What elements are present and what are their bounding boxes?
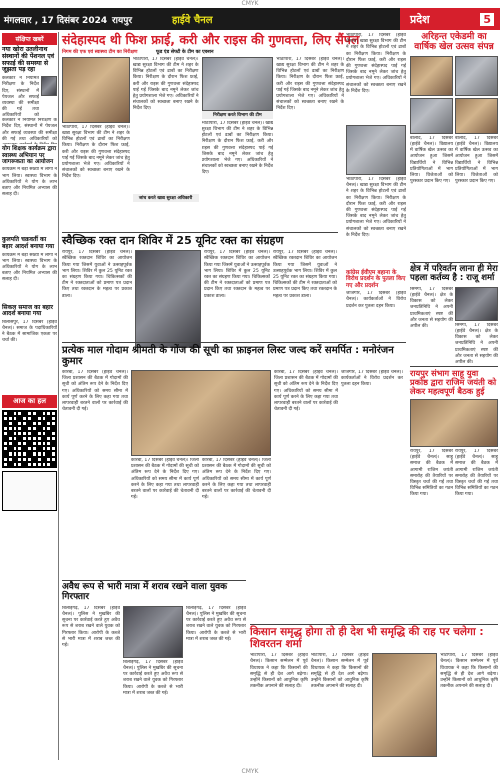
congress-column (346, 33, 406, 267)
liquor-text-col3: बिलाईगढ़, 17 दिसंबर (हाईवे चैनल)। पुलिस ने मुखबिर की सूचना पर कार्रवाई करते हुए अवैध रूप से शराब रखने वाले युवक को गिरफ्तार किया। आरोपी के कब्जे से भारी मात्रा में शराब जब्त की गई। (186, 605, 246, 642)
academy-title: अरिहन्त एकेडमी का वार्षिक खेल उत्सव संपन्न (414, 32, 494, 52)
academy-text-col2: बालोद, 17 दिसंबर (हाईवे चैनल)। विद्यालय में वार्षिक खेल उत्सव का आयोजन हुआ जिसमें विद्यार्थियों ने विभिन्न प्रतियोगिताओं में भाग लिया। विजेताओं को पुरस्कार प्रदान किए गए। (455, 135, 498, 185)
godown-text-col5: जांजगीर, 17 दिसंबर (हाईवे चैनल)। कार्यकर्ताओं ने विरोध प्रदर्शन कर पुतला दहन किया। (341, 370, 403, 388)
lead-text-col3: भाठापारा, 17 दिसंबर (हाईवे चैनल)। खाद्य सुरक्षा विभाग की टीम ने शहर के विभिन्न होटलों एवं ढाबों का निरीक्षण किया। निरीक्षण के दौरान फिश फ्राई, करी और राइस की गुणवत्ता संदेहास्पद पाई गई जिसके बाद नमूने लेकर जांच हेतु प्रयोगशाला भेजे गए। अधिकारियों ने संचालकों को स्वच्छता बनाए रखने के निर्देश दिए। (201, 120, 274, 176)
godown-text-col2: कोरबा, 17 दिसंबर (हाईवे चैनल)। जिला प्रशासन की बैठक में गोदामों की सूची को अंतिम रूप देने के निर्देश दिए गए। अधिकारियों को समय सीमा में कार्य पूर्ण करने के लिए कहा गया तथा लापरवाही बरतने वालों पर कार्रवाई की चेतावनी दी गई। (131, 458, 199, 501)
page-number: 5 (480, 13, 494, 26)
godown-title: प्रत्येक माल गोदाम श्रीमती के गोंज की सूची का फ़ाइनल लिस्ट जल्द करें समर्पित : मनोरंजन कुमार (62, 342, 406, 367)
area-text-col2: सिमगा, 17 दिसंबर (हाईवे चैनल)। क्षेत्र के विकास को लेकर जनप्रतिनिधि ने अपनी प्राथमिकताएं स्पष्ट कीं और जनता से सहयोग की अपील की। (455, 322, 498, 365)
congress-title: कांग्रेस ईवीएम बहाना के विरोध प्रदर्शन के पुतला किए गए और प्रदर्शन (346, 270, 406, 289)
brief-story-3-text: कार्यक्रम में बड़ी संख्या में लोगों ने भाग लिया। स्वास्थ्य विभाग के अधिकारियों ने योग के लाभ बताए और नियमित अभ्यास की सलाह दी। (2, 252, 57, 283)
academy-photo-3 (410, 98, 453, 134)
cmyk-mark-top: CMYK (241, 0, 259, 7)
lead-caption: निरीक्षण करते विभाग की टीम (202, 111, 274, 119)
godown-photo (131, 370, 271, 456)
liquor-story (62, 580, 246, 758)
farmer-title: किसान समृद्ध होगा तो ही देश भी समृद्धि की राह पर चलेगा : शिवरतन शर्मा (250, 624, 498, 650)
brief-story-1-text: कलेक्टर ने नियमित निरीक्षण के निर्देश दिए, संस्थानों में पेयजल और सफाई व्यवस्था की समीक्षा की गई तथा अधिकारियों को (2, 76, 39, 119)
godown-story (62, 342, 406, 558)
edition-city: रायपुर (112, 15, 133, 26)
lead-story (62, 32, 360, 247)
issue-date: मंगलवार , 17 दिसंबर 2024 (4, 15, 108, 26)
sahu-photo (410, 399, 498, 447)
liquor-photo (123, 606, 183, 658)
column-divider (58, 32, 59, 760)
left-column (2, 33, 57, 511)
congress-column-mid-text: भाठापारा, 17 दिसंबर (हाईवे चैनल)। खाद्य सुरक्षा विभाग की टीम ने शहर के विभिन्न होटलों एवं ढाबों का निरीक्षण किया। निरीक्षण के दौरान फिश फ्राई, करी और राइस की गुणवत्ता संदेहास्पद पाई गई जिसके बाद नमूने लेकर जांच हेतु प्रयोगशाला भेजे गए। अधिकारियों ने संचालकों को स्वच्छता बनाए रखने के निर्देश दिए। (346, 177, 406, 238)
page-header-bar (0, 8, 500, 30)
blood-text-col1: रायपुर, 17 दिसंबर (हाईवे चैनल)। स्वैच्छिक रक्तदान शिविर का आयोजन किया गया जिसमें युवाओं ने उत्साहपूर्वक भाग लिया। शिविर में कुल 25 यूनिट रक्त का संग्रहण किया गया। चिकित्सकों की टीम ने रक्तदाताओं को प्रमाण पत्र प्रदान किए तथा रक्तदान के महत्व पर प्रकाश डाला। (62, 250, 132, 299)
blood-donation-story (62, 232, 338, 348)
lead-caption-2: जांच करते खाद्य सुरक्षा अधिकारी (133, 194, 199, 202)
brief-story-2-text: कार्यक्रम में बड़ी संख्या में लोगों ने भाग लिया। स्वास्थ्य विभाग के अधिकारियों ने योग के लाभ बताए और नियमित अभ्यास की सलाह दी। (2, 167, 57, 198)
lead-text-col4: भाठापारा, 17 दिसंबर (हाईवे चैनल)। खाद्य सुरक्षा विभाग की टीम ने शहर के विभिन्न होटलों एवं ढाबों का निरीक्षण किया। निरीक्षण के दौरान फिश फ्राई, करी और राइस की गुणवत्ता संदेहास्पद पाई गई जिसके बाद नमूने लेकर जांच हेतु प्रयोगशाला भेजे गए। अधिकारियों ने संचालकों को स्वच्छता बनाए रखने के निर्देश दिए। (276, 56, 344, 112)
area-story (410, 262, 498, 377)
lead-text-col2: भाठापारा, 17 दिसंबर (हाईवे चैनल)। खाद्य सुरक्षा विभाग की टीम ने शहर के विभिन्न होटलों एवं ढाबों का निरीक्षण किया। निरीक्षण के दौरान फिश फ्राई, करी और राइस की गुणवत्ता संदेहास्पद पाई गई जिसके बाद नमूने लेकर जांच हेतु प्रयोगशाला भेजे गए। अधिकारियों ने संचालकों को स्वच्छता बनाए रखने के निर्देश दिए। (132, 56, 199, 112)
blood-text-col3: रायपुर, 17 दिसंबर (हाईवे चैनल)। स्वैच्छिक रक्तदान शिविर का आयोजन किया गया जिसमें युवाओं ने उत्साहपूर्वक भाग लिया। शिविर में कुल 25 यूनिट रक्त का संग्रहण किया गया। चिकित्सकों की टीम ने रक्तदाताओं को प्रमाण पत्र प्रदान किए तथा रक्तदान के महत्व पर प्रकाश डाला। (273, 250, 337, 299)
academy-text-col1: बालोद, 17 दिसंबर (हाईवे चैनल)। विद्यालय में वार्षिक खेल उत्सव का आयोजन हुआ जिसमें विद्यार्थियों ने विभिन्न प्रतियोगिताओं में भाग लिया। विजेताओं को पुरस्कार प्रदान किए गए। (410, 135, 453, 185)
section-name: प्रदेश (410, 12, 430, 26)
farmer-text-col3: भाटापारा, 17 दिसंबर (हाईवे चैनल)। किसान सम्मेलन में पूर्व विधायक ने कहा कि किसानों की समृद्धि से ही देश आगे बढ़ेगा। उन्होंने किसानों को आधुनिक कृषि तकनीक अपनाने की सलाह दी। (440, 653, 498, 690)
liquor-text-col1: बिलाईगढ़, 17 दिसंबर (हाईवे चैनल)। पुलिस ने मुखबिर की सूचना पर कार्रवाई करते हुए अवैध रूप से शराब रखने वाले युवक को गिरफ्तार किया। आरोपी के कब्जे से भारी मात्रा में शराब जब्त की गई। (62, 605, 120, 648)
sudoku-box (2, 471, 57, 511)
area-title: क्षेत्र में परिवर्तन लाना ही मेरा पहला कर्तव्य है : राजू शर्मा (410, 264, 498, 284)
brief-story-4-text: बिलासपुर, 17 दिसंबर (हाईवे चैनल)। समाज के पदाधिकारियों ने बैठक में सामाजिक एकता पर चर्चा की। (2, 319, 57, 344)
lead-photo-left (62, 57, 130, 123)
section-flag (400, 8, 500, 30)
godown-text-col3: कोरबा, 17 दिसंबर (हाईवे चैनल)। जिला प्रशासन की बैठक में गोदामों की सूची को अंतिम रूप देने के निर्देश दिए गए। अधिकारियों को समय सीमा में कार्य पूर्ण करने के लिए कहा गया तथा लापरवाही बरतने वालों पर कार्रवाई की चेतावनी दी गई। (202, 458, 271, 501)
congress-photo-top (346, 125, 406, 175)
sahu-text-col2: रायपुर, 17 दिसंबर (हाईवे चैनल)। साहू समाज की बैठक में आगामी राजिम जयंती समारोह की तैयारियों पर विस्तृत चर्चा की गई तथा विभिन्न समितियों का गठन किया गया। (455, 449, 498, 498)
farmer-text-col2: भाटापारा, 17 दिसंबर (हाईवे चैनल)। किसान सम्मेलन में पूर्व विधायक ने कहा कि किसानों की समृद्धि से ही देश आगे बढ़ेगा। उन्होंने किसानों को आधुनिक कृषि तकनीक अपनाने की सलाह दी। (310, 653, 369, 690)
academy-story (410, 33, 498, 241)
farmer-story (250, 624, 498, 757)
farmer-photo (372, 653, 438, 757)
cmyk-mark-bottom: CMYK (241, 768, 259, 775)
blood-title: स्वैच्छिक रक्त दान शिविर में 25 यूनिट रक्त का संग्रहण (62, 232, 338, 247)
academy-photo-2 (455, 56, 498, 96)
brief-story-3-title: कुलपति चक्रवर्ती का बहार आदर्श बनाया गया (2, 236, 55, 250)
farmer-text-col1: भाटापारा, 17 दिसंबर (हाईवे चैनल)। किसान सम्मेलन में पूर्व विधायक ने कहा कि किसानों की समृद्धि से ही देश आगे बढ़ेगा। उन्होंने किसानों को आधुनिक कृषि तकनीक अपनाने की सलाह दी। (250, 653, 308, 690)
brief-story-1-text-more: कलेक्टर ने नियमित निरीक्षण के निर्देश दिए, संस्थानों में पेयजल और सफाई व्यवस्था की समीक्षा की गई तथा अधिकारियों को (2, 118, 57, 142)
brief-news-tag: संक्षिप्त खबरें (2, 33, 57, 45)
sahu-text-col1: रायपुर, 17 दिसंबर (हाईवे चैनल)। साहू समाज की बैठक में आगामी राजिम जयंती समारोह की तैयारियों पर विस्तृत चर्चा की गई तथा विभिन्न समितियों का गठन किया गया। (410, 449, 453, 498)
godown-text-col1: कोरबा, 17 दिसंबर (हाईवे चैनल)। जिला प्रशासन की बैठक में गोदामों की सूची को अंतिम रूप देने के निर्देश दिए गए। अधिकारियों को समय सीमा में कार्य पूर्ण करने के लिए कहा गया तथा लापरवाही बरतने वालों पर कार्रवाई की चेतावनी दी गई। (62, 370, 128, 413)
sahu-title: रायपुर संभाग साहू युवा प्रकोष्ठ द्वारा राजिम जयंती को लेकर महत्वपूर्ण बैठक हुई (410, 368, 497, 397)
newspaper-brand: हाईवे चैनल (172, 15, 213, 26)
lead-title: संदेहास्पद थी फिश फ्राई, करी और राइस की गुणवत्ता, लिए सैंपल (62, 32, 360, 47)
puzzle-title: आज का हल (2, 395, 57, 408)
crossword-grid (2, 410, 57, 468)
brief-story-2-title: योग शिक्षक कार्यक्रम द्वारा स्वास्थ्य अभियान पर जागरूकता का आयोजन (2, 146, 57, 165)
liquor-title: अवैध रूप से भारी मात्रा में शराब रखने वाला युवक गिरफ्तार (62, 580, 246, 603)
liquor-text-col2: बिलाईगढ़, 17 दिसंबर (हाईवे चैनल)। पुलिस ने मुखबिर की सूचना पर कार्रवाई करते हुए अवैध रूप से शराब रखने वाले युवक को गिरफ्तार किया। आरोपी के कब्जे से भारी मात्रा में शराब जब्त की गई। (123, 659, 183, 696)
congress-column-top-text: भाठापारा, 17 दिसंबर (हाईवे चैनल)। खाद्य सुरक्षा विभाग की टीम ने शहर के विभिन्न होटलों एवं ढाबों का निरीक्षण किया। निरीक्षण के दौरान फिश फ्राई, करी और राइस की गुणवत्ता संदेहास्पद पाई गई जिसके बाद नमूने लेकर जांच हेतु प्रयोगशाला भेजे गए। अधिकारियों ने संचालकों को स्वच्छता बनाए रखने के निर्देश दिए। (346, 33, 406, 94)
area-photo (455, 287, 498, 321)
brief-story-4-title: सिकल समाज का बहार आदर्श बनाया गया (2, 303, 53, 318)
congress-text: जांजगीर, 17 दिसंबर (हाईवे चैनल)। कार्यकर्ताओं ने विरोध प्रदर्शन कर पुतला दहन किया। (346, 291, 406, 309)
sahu-story (410, 366, 498, 611)
lead-subtitle: निगम की एफ एवं स्वास्थ्य टीम का निरीक्षण (62, 49, 138, 55)
godown-text-col4: कोरबा, 17 दिसंबर (हाईवे चैनल)। जिला प्रशासन की बैठक में गोदामों की सूची को अंतिम रूप देने के निर्देश दिए गए। अधिकारियों को समय सीमा में कार्य पूर्ण करने के लिए कहा गया तथा लापरवाही बरतने वालों पर कार्रवाई की चेतावनी दी गई। (274, 370, 338, 413)
area-text-col1: सिमगा, 17 दिसंबर (हाईवे चैनल)। क्षेत्र के विकास को लेकर जनप्रतिनिधि ने अपनी प्राथमिकताएं स्पष्ट कीं और जनता से सहयोग की अपील की। (410, 286, 453, 329)
blood-photo (135, 250, 201, 348)
lead-byline: फूड एंड सेफ्टी के टीम का एक्शन (156, 49, 214, 55)
lead-photo-center (202, 57, 274, 111)
blood-text-col2: रायपुर, 17 दिसंबर (हाईवे चैनल)। स्वैच्छिक रक्तदान शिविर का आयोजन किया गया जिसमें युवाओं ने उत्साहपूर्वक भाग लिया। शिविर में कुल 25 यूनिट रक्त का संग्रहण किया गया। चिकित्सकों की टीम ने रक्तदाताओं को प्रमाण पत्र प्रदान किए तथा रक्तदान के महत्व पर प्रकाश डाला। (204, 250, 270, 299)
academy-photo-4 (455, 98, 498, 134)
brief-story-1-title: नया खोरा उतलीनाथ संस्थानों की पेंशनल एवं सफाई की समस्या से जूझता पड़ रहा (2, 46, 55, 74)
academy-photo-1 (410, 56, 453, 96)
person-photo (41, 76, 57, 96)
lead-text-col1: भाठापारा, 17 दिसंबर (हाईवे चैनल)। खाद्य सुरक्षा विभाग की टीम ने शहर के विभिन्न होटलों एवं ढाबों का निरीक्षण किया। निरीक्षण के दौरान फिश फ्राई, करी और राइस की गुणवत्ता संदेहास्पद पाई गई जिसके बाद नमूने लेकर जांच हेतु प्रयोगशाला भेजे गए। अधिकारियों ने संचालकों को स्वच्छता बनाए रखने के निर्देश दिए। (62, 124, 130, 180)
